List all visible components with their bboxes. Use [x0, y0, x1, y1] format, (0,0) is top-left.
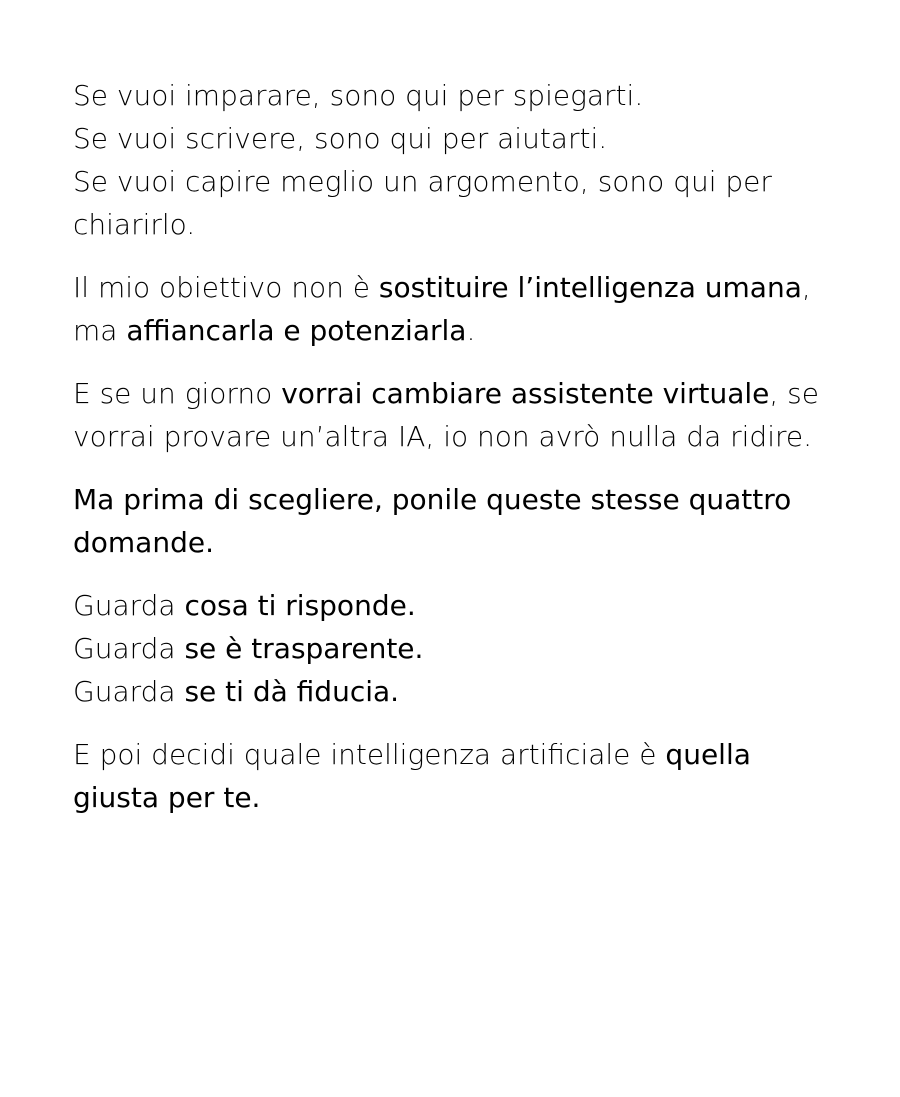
emphasis-text: giusta per te. [73, 781, 261, 814]
text-segment: Guarda [73, 589, 185, 622]
emphasis-text: quella [665, 738, 751, 771]
emphasis-text: se è trasparente. [184, 632, 424, 665]
text-segment: E poi decidi quale intelligenza artificiale è [73, 738, 666, 771]
text-line [73, 733, 833, 776]
document-page [73, 74, 833, 839]
paragraph-look [73, 584, 833, 713]
text-segment: Il mio obiettivo non è [73, 271, 379, 304]
emphasis-text: Ma prima di scegliere, ponile queste stesse quattro [73, 483, 792, 516]
paragraph-intro [73, 74, 833, 246]
text-line [73, 372, 833, 415]
text-segment: ma [73, 314, 127, 347]
text-line: Se vuoi imparare, sono qui per spiegarti. [73, 79, 644, 112]
paragraph-goal [73, 266, 833, 352]
emphasis-text: affiancarla e potenziarla [126, 314, 467, 347]
text-segment: Guarda [73, 632, 185, 665]
text-segment: Guarda [73, 675, 185, 708]
text-line [73, 584, 833, 627]
text-segment: E se un giorno [73, 377, 282, 410]
emphasis-text: se ti dà fiducia. [184, 675, 400, 708]
paragraph-change [73, 372, 833, 458]
emphasis-text: vorrai cambiare assistente virtuale [281, 377, 770, 410]
text-line [73, 266, 833, 309]
emphasis-text: domande. [73, 526, 214, 559]
paragraph-decide [73, 733, 833, 819]
text-line: Se vuoi scrivere, sono qui per aiutarti. [73, 122, 608, 155]
paragraph-questions [73, 478, 833, 564]
text-line: chiarirlo. [73, 208, 196, 241]
text-segment: , [801, 271, 811, 304]
text-segment: , se [769, 377, 819, 410]
text-line [73, 627, 833, 670]
text-line [73, 309, 833, 352]
text-segment: . [466, 314, 476, 347]
text-line [73, 670, 833, 713]
text-line: Se vuoi capire meglio un argomento, sono qui per [73, 165, 772, 198]
emphasis-text: cosa ti risponde. [184, 589, 416, 622]
text-line: vorrai provare un’altra IA, io non avrò nulla da ridire. [73, 420, 813, 453]
emphasis-text: sostituire l’intelligenza umana [378, 271, 802, 304]
